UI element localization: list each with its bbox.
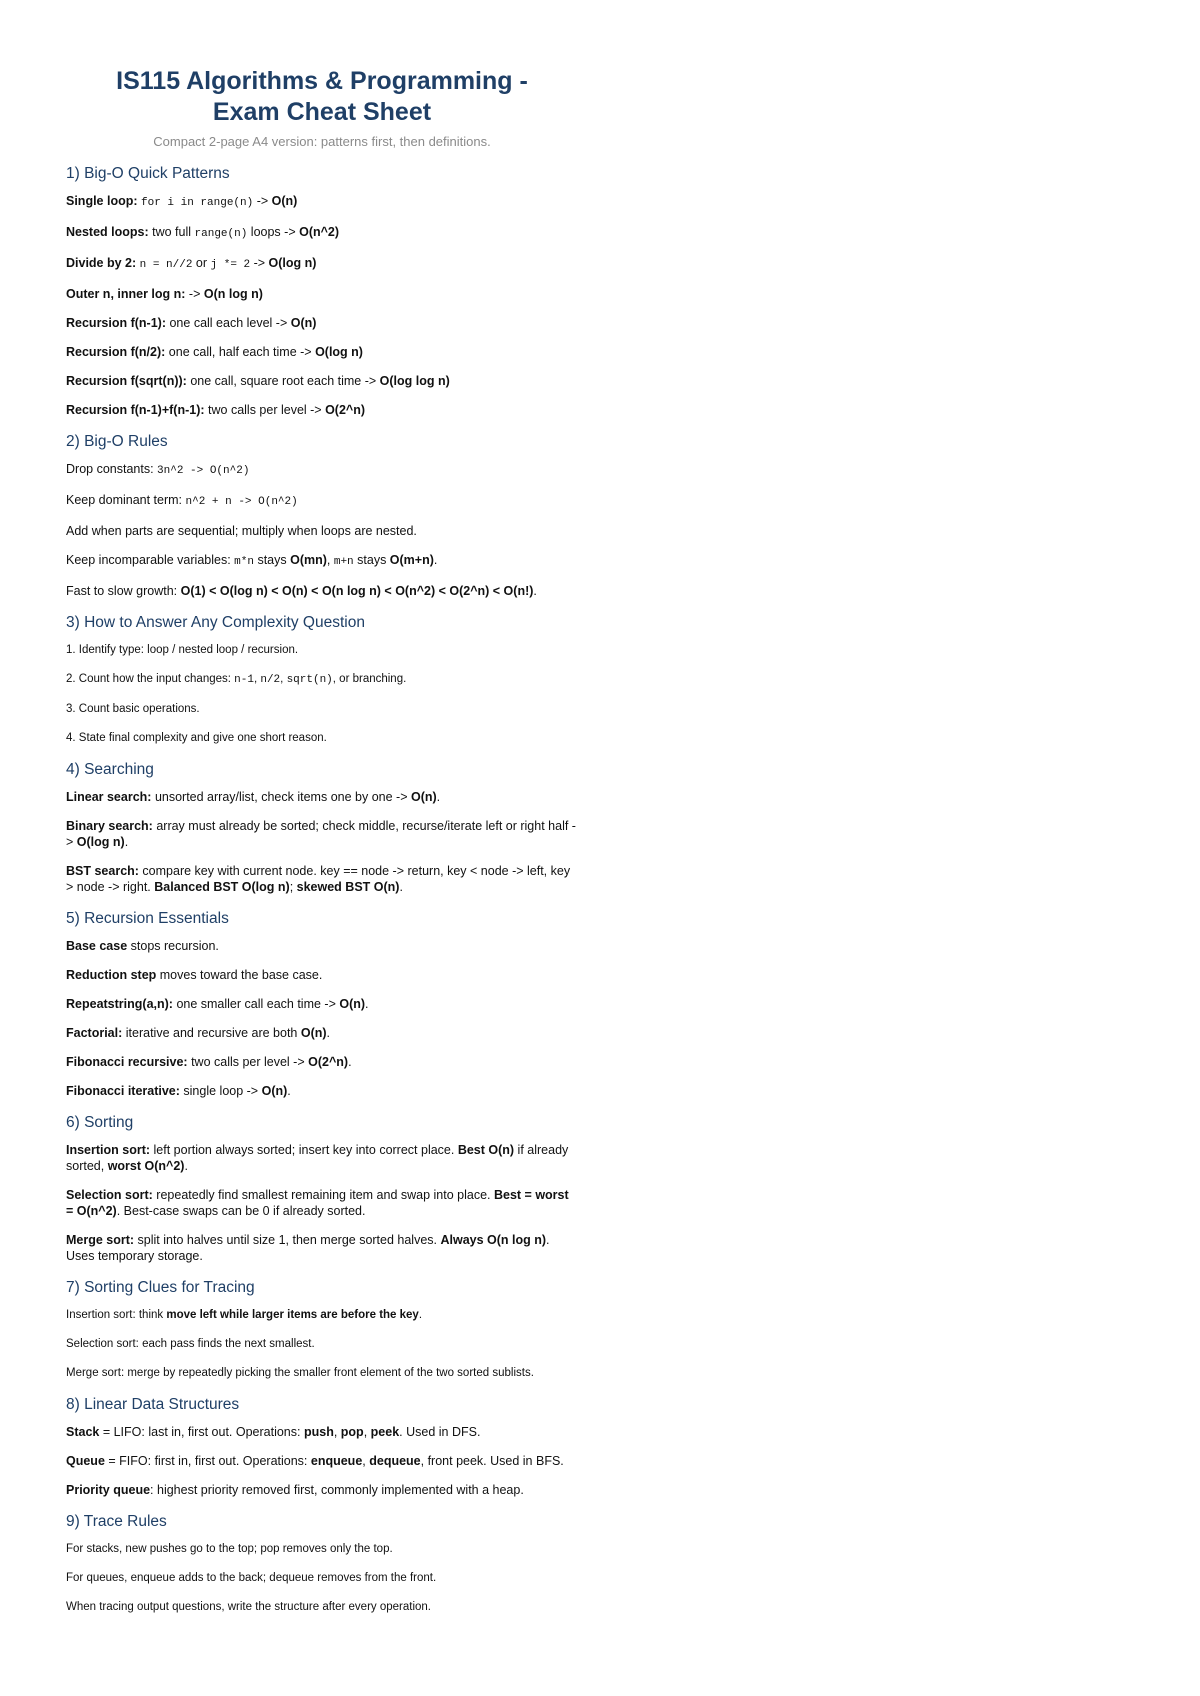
section-item: [66, 193, 578, 211]
item-text: one smaller call each time ->: [176, 997, 340, 1011]
code-snippet: n^2 + n -> O(n^2): [185, 496, 298, 508]
section-item: [66, 402, 578, 418]
bold-term: peek: [370, 1425, 400, 1439]
item-text: = LIFO: last in, first out. Operations:: [99, 1425, 304, 1439]
section-item: [66, 671, 578, 688]
item-text: For queues, enqueue adds to the back; dequeue removes from the front.: [66, 1572, 437, 1584]
bold-term: O(n): [290, 316, 317, 330]
bold-term: O(2^n): [308, 1055, 349, 1069]
code-snippet: m*n: [234, 556, 254, 568]
section-heading: 1) Big-O Quick Patterns: [66, 165, 230, 182]
item-text: ,: [362, 1454, 370, 1468]
bold-term: O(n): [300, 1026, 327, 1040]
item-text: When tracing output questions, write the structure after every operation.: [66, 1601, 431, 1613]
bold-term: O(2^n): [325, 403, 366, 417]
bold-term: Fibonacci recursive:: [66, 1055, 192, 1069]
bold-term: Reduction step: [66, 968, 157, 982]
bold-term: O(n): [271, 194, 298, 208]
section-item: [66, 996, 578, 1012]
item-text: array must already be sorted; check middle, recurse/iterate left or right half ->: [66, 819, 576, 849]
bold-term: O(1) < O(log n) < O(n) < O(n log n) < O(n^2) < O(2^n) < O(n!): [180, 584, 534, 598]
item-text: Keep incomparable variables:: [66, 553, 235, 567]
bold-term: Recursion f(n/2):: [66, 345, 169, 359]
bold-term: move left while larger items are before the key: [166, 1309, 419, 1321]
item-text: For stacks, new pushes go to the top; pop removes only the top.: [66, 1543, 393, 1555]
section-heading: 3) How to Answer Any Complexity Question: [66, 614, 365, 631]
bold-term: Recursion f(sqrt(n)):: [66, 374, 191, 388]
section-item: [66, 1054, 578, 1070]
section: [66, 1394, 578, 1498]
bold-term: Divide by 2:: [66, 256, 140, 270]
title-line-1: IS115 Algorithms & Programming -: [116, 67, 528, 95]
section-item: [66, 1599, 578, 1615]
item-text: two calls per level ->: [191, 1055, 309, 1069]
item-text: Merge sort: merge by repeatedly picking the smaller front element of the two sorted sublists.: [66, 1367, 534, 1379]
item-text: one call each level ->: [169, 316, 291, 330]
section: [66, 163, 578, 418]
item-text: Fast to slow growth:: [66, 584, 181, 598]
item-text: if already sorted,: [66, 1143, 569, 1173]
item-text: one call, half each time ->: [168, 345, 316, 359]
item-text: ->: [188, 287, 204, 301]
bold-term: O(log n): [268, 256, 317, 270]
bold-term: Recursion f(n-1):: [66, 316, 170, 330]
section-heading: 2) Big-O Rules: [66, 433, 168, 450]
item-text: .: [348, 1055, 352, 1069]
item-text: ,: [363, 1425, 371, 1439]
item-text: two calls per level ->: [208, 403, 326, 417]
section-item: [66, 1570, 578, 1586]
item-text: .: [533, 584, 537, 598]
bold-term: O(log n): [76, 835, 125, 849]
section-item: [66, 701, 578, 717]
bold-term: pop: [340, 1425, 364, 1439]
section: [66, 1511, 578, 1615]
bold-term: Recursion f(n-1)+f(n-1):: [66, 403, 209, 417]
section-item: [66, 938, 578, 954]
item-text: ->: [250, 256, 269, 270]
section: [66, 1277, 578, 1381]
code-snippet: for i in range(n): [141, 197, 254, 209]
item-text: ,: [333, 1425, 341, 1439]
bold-term: Priority queue: [66, 1483, 151, 1497]
section-item: [66, 642, 578, 658]
bold-term: push: [303, 1425, 334, 1439]
item-text: . Used in DFS.: [399, 1425, 481, 1439]
item-text: .: [184, 1159, 188, 1173]
item-text: compare key with current node. key == node -> return, key < node -> left, key > node -> right.: [66, 864, 571, 894]
content-column: [66, 66, 578, 1628]
section: [66, 431, 578, 599]
item-text: ->: [253, 194, 272, 208]
bold-term: skewed BST O(n): [296, 880, 400, 894]
item-text: , or branching.: [332, 673, 407, 685]
bold-term: Stack: [66, 1425, 100, 1439]
bold-term: Queue: [66, 1454, 105, 1468]
item-text: repeatedly find smallest remaining item and swap into place.: [156, 1188, 494, 1202]
bold-term: Best O(n): [457, 1143, 515, 1157]
item-text: = FIFO: first in, first out. Operations:: [104, 1454, 311, 1468]
item-text: .: [326, 1026, 331, 1040]
code-snippet: sqrt(n): [286, 674, 333, 686]
bold-term: worst O(n^2): [107, 1159, 185, 1173]
bold-term: Insertion sort:: [66, 1143, 154, 1157]
bold-term: Nested loops:: [66, 225, 153, 239]
item-text: two full: [152, 225, 195, 239]
item-text: .: [436, 790, 441, 804]
section-item: [66, 1083, 578, 1099]
item-text: one call, square root each time ->: [190, 374, 380, 388]
item-text: or: [192, 256, 211, 270]
bold-term: Always O(n log n): [440, 1233, 547, 1247]
section: [66, 759, 578, 895]
section-item: [66, 1025, 578, 1041]
section-item: [66, 1336, 578, 1352]
section-item: [66, 1365, 578, 1381]
code-snippet: 3n^2 -> O(n^2): [157, 465, 250, 477]
code-snippet: range(n): [194, 228, 248, 240]
item-text: .: [418, 1309, 423, 1321]
item-text: ,: [253, 673, 261, 685]
item-text: stays: [353, 553, 390, 567]
item-text: : highest priority removed first, commonly implemented with a heap.: [150, 1483, 524, 1497]
section-item: [66, 492, 578, 510]
section-heading: 5) Recursion Essentials: [66, 910, 229, 927]
bold-term: O(n log n): [203, 287, 263, 301]
item-text: unsorted array/list, check items one by one ->: [154, 790, 411, 804]
section-item: [66, 523, 578, 539]
item-text: .: [124, 835, 129, 849]
section-item: [66, 1187, 578, 1219]
section-item: [66, 1307, 578, 1323]
section: [66, 1112, 578, 1264]
sections-container: [66, 163, 578, 1615]
bold-term: O(n): [261, 1084, 288, 1098]
item-text: Add when parts are sequential; multiply when loops are nested.: [66, 524, 417, 538]
bold-term: Outer n, inner log n:: [66, 287, 189, 301]
item-text: moves toward the base case.: [156, 968, 323, 982]
bold-term: BST search:: [66, 864, 143, 878]
item-text: Keep dominant term:: [66, 493, 186, 507]
item-text: . Best-case swaps can be 0 if already sorted.: [116, 1204, 366, 1218]
bold-term: O(n): [339, 997, 366, 1011]
item-text: Selection sort: each pass finds the next smallest.: [66, 1338, 315, 1350]
section-item: [66, 730, 578, 746]
section-heading: 6) Sorting: [66, 1114, 134, 1131]
code-snippet: m+n: [333, 556, 354, 568]
section-item: [66, 1232, 578, 1264]
item-text: Drop constants:: [66, 462, 158, 476]
bold-term: enqueue: [310, 1454, 363, 1468]
bold-term: Base case: [66, 939, 128, 953]
item-text: .: [365, 997, 369, 1011]
item-text: 1. Identify type: loop / nested loop / recursion.: [66, 644, 299, 656]
bold-term: O(log log n): [379, 374, 450, 388]
section-item: [66, 1541, 578, 1557]
item-text: . Uses temporary storage.: [66, 1233, 550, 1263]
bold-term: Factorial:: [66, 1026, 126, 1040]
section-item: [66, 583, 578, 599]
section-item: [66, 461, 578, 479]
section-item: [66, 1453, 578, 1469]
code-snippet: n = n//2: [139, 259, 193, 271]
section-item: [66, 224, 578, 242]
item-text: left portion always sorted; insert key into correct place.: [153, 1143, 458, 1157]
section-item: [66, 344, 578, 360]
code-snippet: n/2: [260, 674, 281, 686]
item-text: , front peek. Used in BFS.: [420, 1454, 564, 1468]
bold-term: Linear search:: [66, 790, 155, 804]
bold-term: O(log n): [315, 345, 363, 359]
section-item: [66, 373, 578, 389]
bold-term: Best = worst = O(n^2): [66, 1188, 569, 1218]
section: [66, 908, 578, 1099]
bold-term: Binary search:: [66, 819, 157, 833]
section-item: [66, 1482, 578, 1498]
section-item: [66, 789, 578, 805]
section: [66, 612, 578, 746]
section-item: [66, 1142, 578, 1174]
bold-term: Single loop:: [66, 194, 141, 208]
bold-term: Repeatstring(a,n):: [66, 997, 177, 1011]
bold-term: Merge sort:: [66, 1233, 138, 1247]
section-heading: 9) Trace Rules: [66, 1513, 167, 1530]
section-item: [66, 315, 578, 331]
item-text: .: [287, 1084, 291, 1098]
section-item: [66, 818, 578, 850]
page-subtitle: Compact 2-page A4 version: patterns first, then definitions.: [153, 134, 491, 149]
code-snippet: n-1: [234, 674, 254, 686]
bold-term: Selection sort:: [66, 1188, 157, 1202]
bold-term: O(mn): [290, 553, 327, 567]
section-item: [66, 863, 578, 895]
bold-term: Balanced BST O(log n): [154, 880, 290, 894]
bold-term: dequeue: [369, 1454, 421, 1468]
title-line-2: Exam Cheat Sheet: [212, 98, 432, 126]
section-heading: 7) Sorting Clues for Tracing: [66, 1279, 255, 1296]
bold-term: O(m+n): [389, 553, 434, 567]
item-text: Insertion sort: think: [66, 1309, 167, 1321]
item-text: .: [433, 553, 438, 567]
page-title: [66, 66, 578, 128]
section-heading: 4) Searching: [66, 761, 154, 778]
item-text: ,: [280, 673, 287, 685]
section-item: [66, 1424, 578, 1440]
bold-term: Fibonacci iterative:: [66, 1084, 184, 1098]
item-text: 4. State final complexity and give one short reason.: [66, 732, 327, 744]
item-text: ,: [326, 553, 334, 567]
item-text: loops ->: [247, 225, 300, 239]
section-item: [66, 967, 578, 983]
item-text: stops recursion.: [127, 939, 219, 953]
item-text: iterative and recursive are both: [125, 1026, 301, 1040]
code-snippet: j *= 2: [210, 259, 251, 271]
item-text: ;: [289, 880, 297, 894]
item-text: stays: [253, 553, 291, 567]
section-item: [66, 552, 578, 570]
section-item: [66, 286, 578, 302]
section-heading: 8) Linear Data Structures: [66, 1396, 240, 1413]
bold-term: O(n^2): [299, 225, 340, 239]
item-text: .: [399, 880, 403, 894]
item-text: 2. Count how the input changes:: [66, 673, 235, 685]
item-text: 3. Count basic operations.: [66, 703, 200, 715]
item-text: split into halves until size 1, then merge sorted halves.: [137, 1233, 441, 1247]
bold-term: O(n): [410, 790, 437, 804]
section-item: [66, 255, 578, 273]
item-text: single loop ->: [183, 1084, 262, 1098]
